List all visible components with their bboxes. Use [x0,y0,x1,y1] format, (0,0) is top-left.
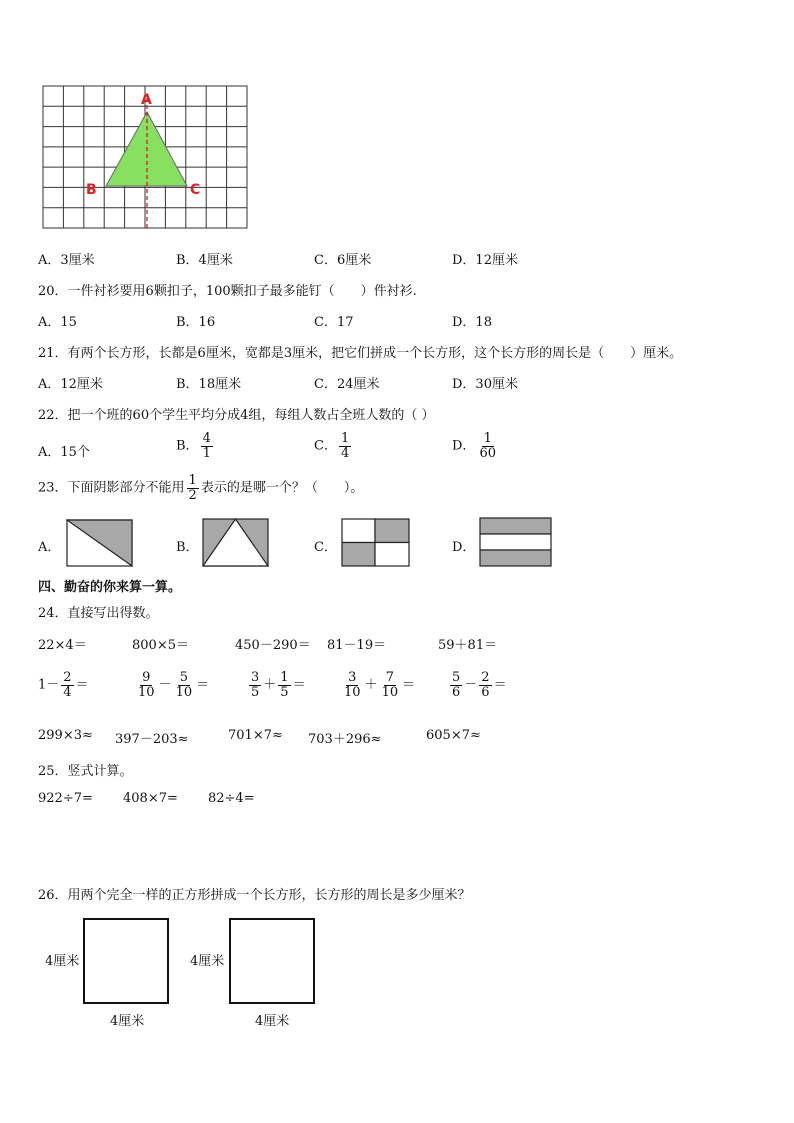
fraction: $\frac{9}{10}$ [138,670,155,700]
fraction: $\frac{3}{10}$ [344,670,361,700]
q23-label-c: C． [314,540,337,555]
q20-option-c: C．17 [314,315,354,330]
q24-row3-item: 703＋296≈ [308,732,382,747]
fraction: $\frac{2}{6}$ [481,670,490,700]
fraction: $\frac{1}{60}$ [479,431,496,461]
q24-row3-item: 605×7≈ [426,728,481,743]
q24-row2-item-4: $\frac{3}{10}$ ＋ $\frac{7}{10}$ ＝ [344,670,416,700]
q19-option-c: C．6厘米 [314,253,372,268]
q24-row1-item: 800×5＝ [132,638,189,653]
q22-option-a: A．15个 [38,445,90,460]
q25-title: 25．竖式计算。 [38,764,133,779]
q24-row2-item-2: $\frac{9}{10}$ － $\frac{5}{10}$ ＝ [138,670,210,700]
label-a: A [141,92,152,108]
q24-row1-item: 22×4＝ [38,638,87,653]
q23-shape-a [66,519,134,569]
square-1-bottom-label: 4厘米 [110,1014,145,1029]
q19-option-a: A．3厘米 [38,253,95,268]
section4-title: 四、勤奋的你来算一算。 [38,580,182,595]
fraction: $\frac{4}{1}$ [202,431,211,461]
q21-option-a: A．12厘米 [38,377,103,392]
q23-shape-d [479,517,553,569]
q20-option-a: A．15 [38,315,77,330]
fraction: $\frac{5}{6}$ [452,670,461,700]
q23-text: 23．下面阴影部分不能用 $\frac{1}{2}$ 表示的是哪一个？（ ）。 [38,473,364,503]
q23-label-b: B． [176,540,199,555]
q22-option-c: C． $\frac{1}{4}$ [314,431,350,461]
label-c: C [190,182,201,198]
fraction: $\frac{5}{10}$ [175,670,193,700]
fraction: $\frac{1}{5}$ [280,670,289,700]
label-b: B [86,182,97,198]
q20-option-b: B．16 [176,315,216,330]
q21-option-b: B．18厘米 [176,377,242,392]
q21-option-d: D．30厘米 [452,377,518,392]
q25-item: 408×7= [123,791,178,806]
q19-option-d: D．12厘米 [452,253,518,268]
q22-text: 22．把一个班的60个学生平均分成4组，每组人数占全班人数的（ ） [38,408,435,423]
grid-triangle-figure [42,84,252,234]
q24-row3-item: 701×7≈ [228,728,283,743]
q23-label-d: D． [452,540,476,555]
q23-shape-c [341,518,411,568]
q24-row3-item: 299×3≈ [38,728,93,743]
q25-item: 922÷7= [38,791,93,806]
square-2 [229,918,315,1004]
q19-option-b: B．4厘米 [176,253,233,268]
q21-option-c: C．24厘米 [314,377,380,392]
q21-text: 21．有两个长方形，长都是6厘米，宽都是3厘米，把它们拼成一个长方形，这个长方形的周长是（ ）厘米。 [38,346,683,361]
q24-row2-item-1: 1－ $\frac{2}{4}$ ＝ [38,670,89,700]
square-1 [83,918,169,1004]
q24-row2-item-3: $\frac{3}{5}$ ＋ $\frac{1}{5}$ ＝ [251,670,306,700]
square-2-side-label: 4厘米 [190,954,225,969]
fraction: $\frac{2}{4}$ [63,670,72,700]
q22-option-d: D． $\frac{1}{60}$ [452,431,496,461]
q22-option-b: B． $\frac{4}{1}$ [176,431,211,461]
square-1-side-label: 4厘米 [45,954,80,969]
q25-item: 82÷4= [208,791,255,806]
q24-row1-item: 81－19＝ [327,638,387,653]
q20-option-d: D．18 [452,315,492,330]
q24-title: 24．直接写出得数。 [38,606,159,621]
q23-shape-b [202,518,270,568]
q24-row2-item-5: $\frac{5}{6}$ － $\frac{2}{6}$ ＝ [452,670,507,700]
q20-text: 20．一件衬衫要用6颗扣子，100颗扣子最多能钉（ ）件衬衫. [38,284,417,299]
q24-row3-item: 397－203≈ [115,732,189,747]
q23-label-a: A． [38,540,61,555]
fraction: $\frac{1}{4}$ [340,431,350,461]
q24-row1-item: 59＋81＝ [438,638,498,653]
fraction: $\frac{1}{2}$ [188,473,197,503]
fraction: $\frac{7}{10}$ [381,670,399,700]
square-2-bottom-label: 4厘米 [255,1014,290,1029]
q24-row1-item: 450－290＝ [235,638,311,653]
q26-text: 26．用两个完全一样的正方形拼成一个长方形，长方形的周长是多少厘米？ [38,888,471,903]
fraction: $\frac{3}{5}$ [251,670,260,700]
